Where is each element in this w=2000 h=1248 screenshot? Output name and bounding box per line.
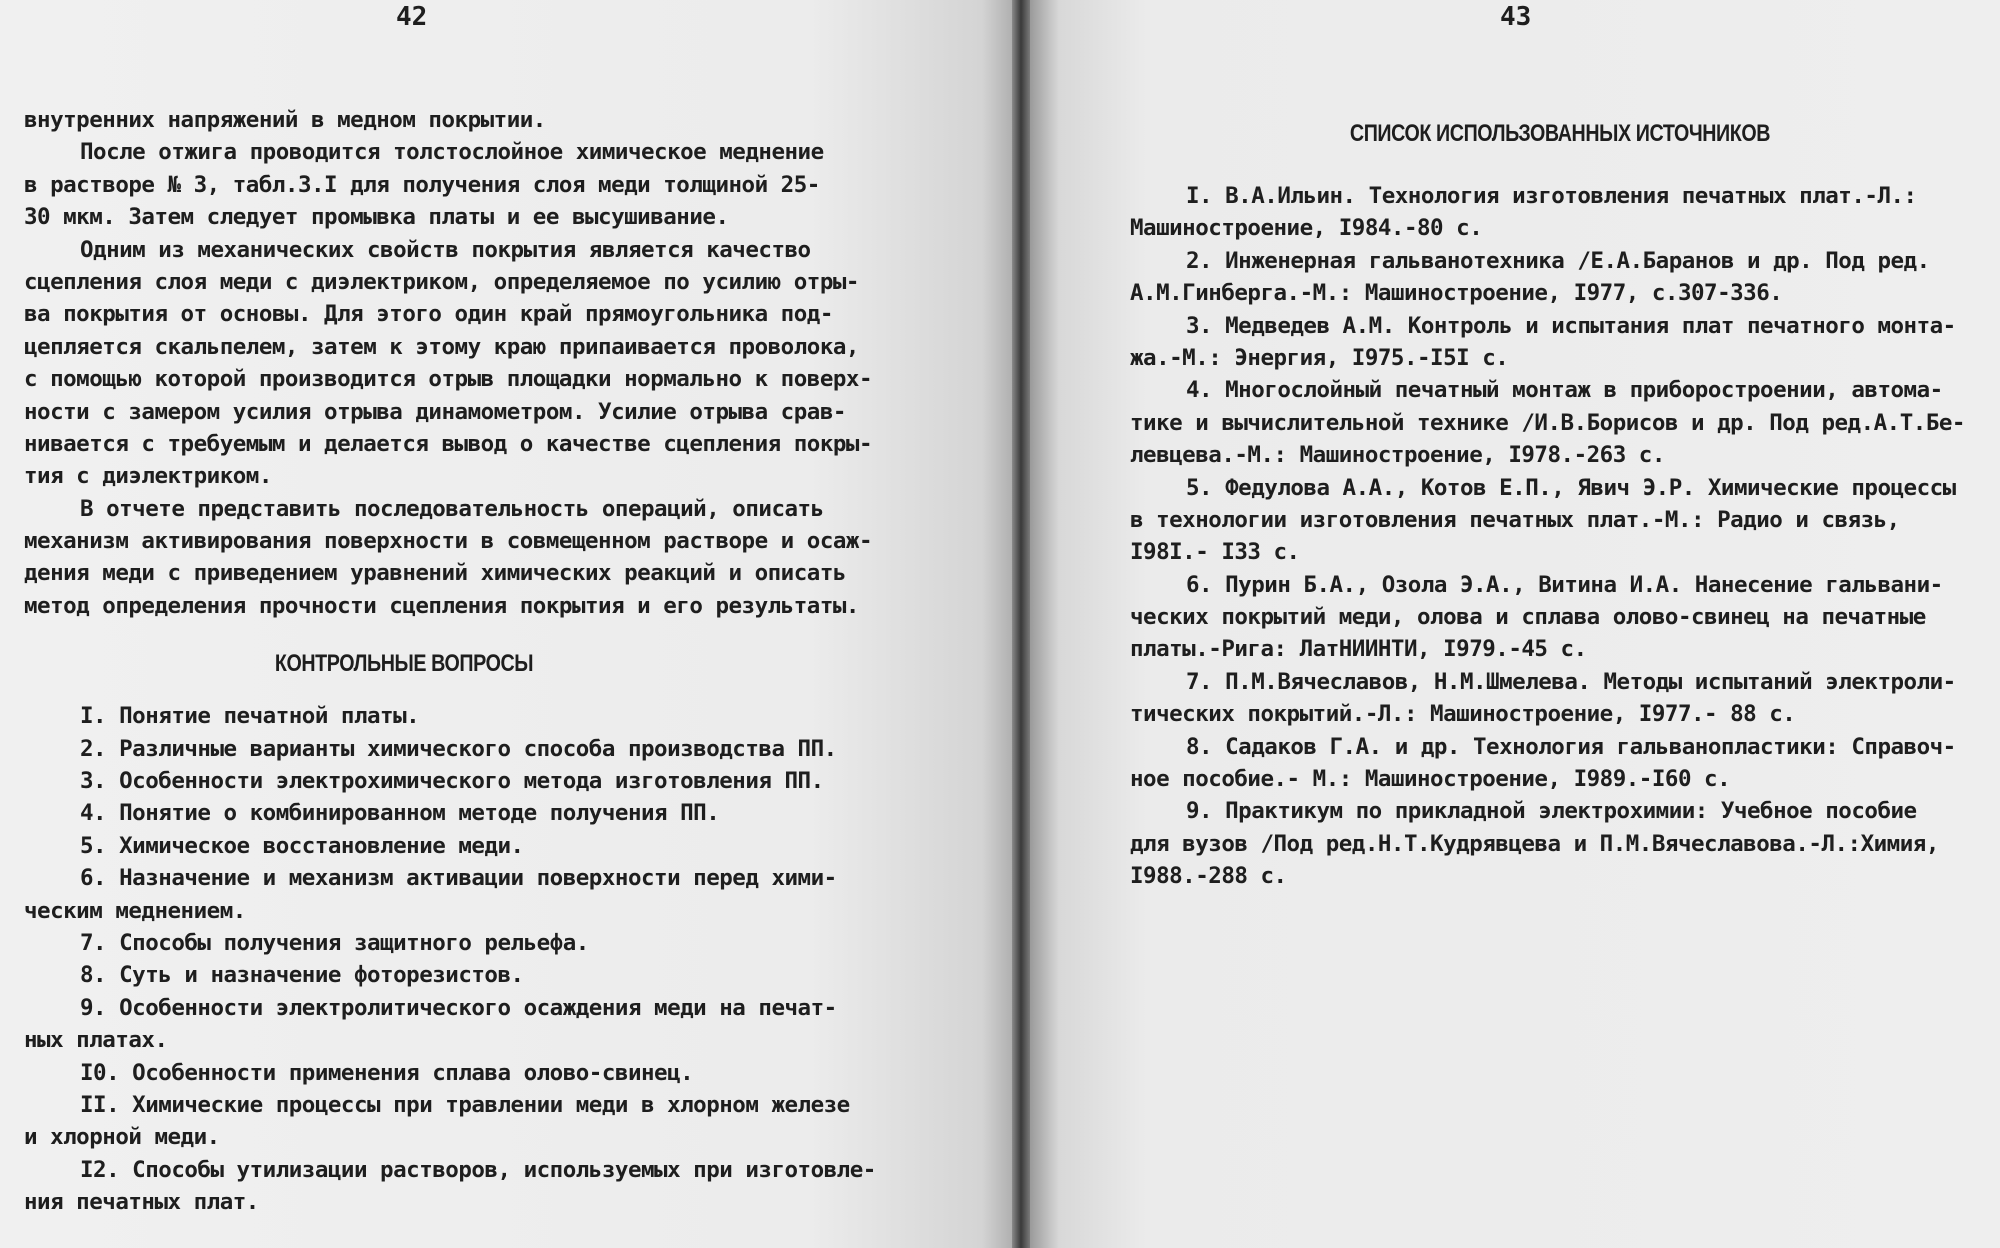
question-line: 4. Понятие о комбинированном методе получения ПП.	[80, 800, 720, 827]
reference-line: тических покрытий.-Л.: Машиностроение, I977.- 88 с.	[1130, 701, 1796, 728]
reference-line: 3. Медведев А.М. Контроль и испытания плат печатного монта-	[1186, 312, 1956, 339]
question-line: ных платах.	[24, 1027, 168, 1054]
right-page	[1030, 0, 2000, 1248]
text-line: механизм активирования поверхности в совмещенном растворе и осаж-	[24, 528, 872, 555]
reference-line: 5. Федулова А.А., Котов Е.П., Явич Э.Р. Химические процессы	[1186, 474, 1956, 501]
questions-list	[24, 700, 982, 1218]
reference-line: I. В.А.Ильин. Технология изготовления печатных плат.-Л.:	[1186, 183, 1917, 209]
question-line: 5. Химическое восстановление меди.	[80, 832, 524, 859]
reference-line: ное пособие.- М.: Машиностроение, I989.-I60 с.	[1130, 766, 1731, 793]
text-line: ва покрытия от основы. Для этого один край прямоугольника под-	[24, 301, 833, 328]
reference-line: 7. П.М.Вячеславов, Н.М.Шмелева. Методы испытаний электроли-	[1186, 668, 1956, 695]
question-line: I. Понятие печатной платы.	[80, 703, 420, 730]
text-line: Одним из механических свойств покрытия является качество	[80, 236, 811, 263]
questions-heading: КОНТРОЛЬНЫЕ ВОПРОСЫ	[274, 650, 534, 678]
question-line: I0. Особенности применения сплава олово-свинец.	[80, 1059, 694, 1086]
reference-line: ческих покрытий меди, олова и сплава олово-свинец на печатные	[1130, 604, 1926, 631]
text-line: 30 мкм. Затем следует промывка платы и ее высушивание.	[24, 204, 729, 231]
page-number-right: 43	[1500, 2, 1532, 32]
text-line: После отжига проводится толстослойное химическое меднение	[80, 139, 824, 166]
question-line: ния печатных плат.	[24, 1189, 259, 1216]
text-line: тия с диэлектриком.	[24, 463, 272, 490]
book-gutter	[1012, 0, 1030, 1248]
reference-line: 9. Практикум по прикладной электрохимии: Учебное пособие	[1186, 798, 1917, 825]
text-line: с помощью которой производится отрыв площадки нормально к поверх-	[24, 366, 872, 393]
reference-line: 6. Пурин Б.А., Озола Э.А., Витина И.А. Нанесение гальвани-	[1186, 571, 1943, 598]
question-line: I2. Способы утилизации растворов, используемых при изготовле-	[80, 1156, 876, 1183]
question-line: 9. Особенности электролитического осаждения меди на печат-	[80, 994, 837, 1021]
question-line: II. Химические процессы при травлении меди в хлорном железе	[80, 1091, 850, 1118]
text-line: метод определения прочности сцепления покрытия и его результаты.	[24, 592, 859, 619]
question-line: ческим меднением.	[24, 897, 246, 924]
text-line: сцепления слоя меди с диэлектриком, определяемое по усилию отры-	[24, 268, 859, 295]
text-line: цепляется скальпелем, затем к этому краю припаивается проволока,	[24, 333, 859, 360]
text-line: в растворе № 3, табл.3.I для получения слоя меди толщиной 25-	[24, 171, 820, 198]
reference-line: для вузов /Под ред.Н.Т.Кудрявцева и П.М.Вячеславова.-Л.:Химия,	[1130, 830, 1939, 857]
reference-line: левцева.-М.: Машиностроение, I978.-263 с.	[1130, 442, 1665, 469]
reference-line: жа.-М.: Энергия, I975.-I5I с.	[1130, 344, 1509, 371]
text-line: дения меди с приведением уравнений химических реакций и описать	[24, 560, 846, 587]
text-line: нивается с требуемым и делается вывод о качестве сцепления покры-	[24, 430, 872, 457]
reference-line: I98I.- I33 с.	[1130, 539, 1300, 566]
text-line: внутренних напряжений в медном покрытии.	[24, 107, 546, 133]
reference-line: Машиностроение, I984.-80 с.	[1130, 215, 1483, 242]
question-line: 3. Особенности электрохимического метода изготовления ПП.	[80, 768, 824, 795]
text-line: ности с замером усилия отрыва динамометром. Усилие отрыва срав-	[24, 398, 846, 425]
reference-line: 4. Многослойный печатный монтаж в приборостроении, автома-	[1186, 377, 1943, 404]
question-line: 7. Способы получения защитного рельефа.	[80, 929, 589, 956]
body-text	[24, 104, 982, 622]
reference-line: тике и вычислительной технике /И.В.Борисов и др. Под ред.А.Т.Бе-	[1130, 409, 1965, 436]
reference-line: I988.-288 с.	[1130, 863, 1287, 890]
text-line: В отчете представить последовательность операций, описать	[80, 495, 824, 522]
reference-line: платы.-Рига: ЛатНИИНТИ, I979.-45 с.	[1130, 636, 1587, 663]
references-list	[1130, 180, 1980, 893]
question-line: 2. Различные варианты химического способа производства ПП.	[80, 735, 837, 762]
question-line: 6. Назначение и механизм активации поверхности перед хими-	[80, 865, 837, 892]
question-line: 8. Суть и назначение фоторезистов.	[80, 962, 524, 989]
reference-line: А.М.Гинберга.-М.: Машиностроение, I977, с.307-336.	[1130, 280, 1783, 307]
reference-line: 2. Инженерная гальванотехника /Е.А.Баранов и др. Под ред.	[1186, 247, 1930, 274]
reference-line: 8. Садаков Г.А. и др. Технология гальванопластики: Справоч-	[1186, 733, 1956, 760]
references-heading: СПИСОК ИСПОЛЬЗОВАННЫХ ИСТОЧНИКОВ	[1349, 120, 1771, 147]
page-number-left: 42	[396, 2, 428, 32]
reference-line: в технологии изготовления печатных плат.-М.: Радио и связь,	[1130, 506, 1900, 533]
question-line: и хлорной меди.	[24, 1124, 220, 1151]
